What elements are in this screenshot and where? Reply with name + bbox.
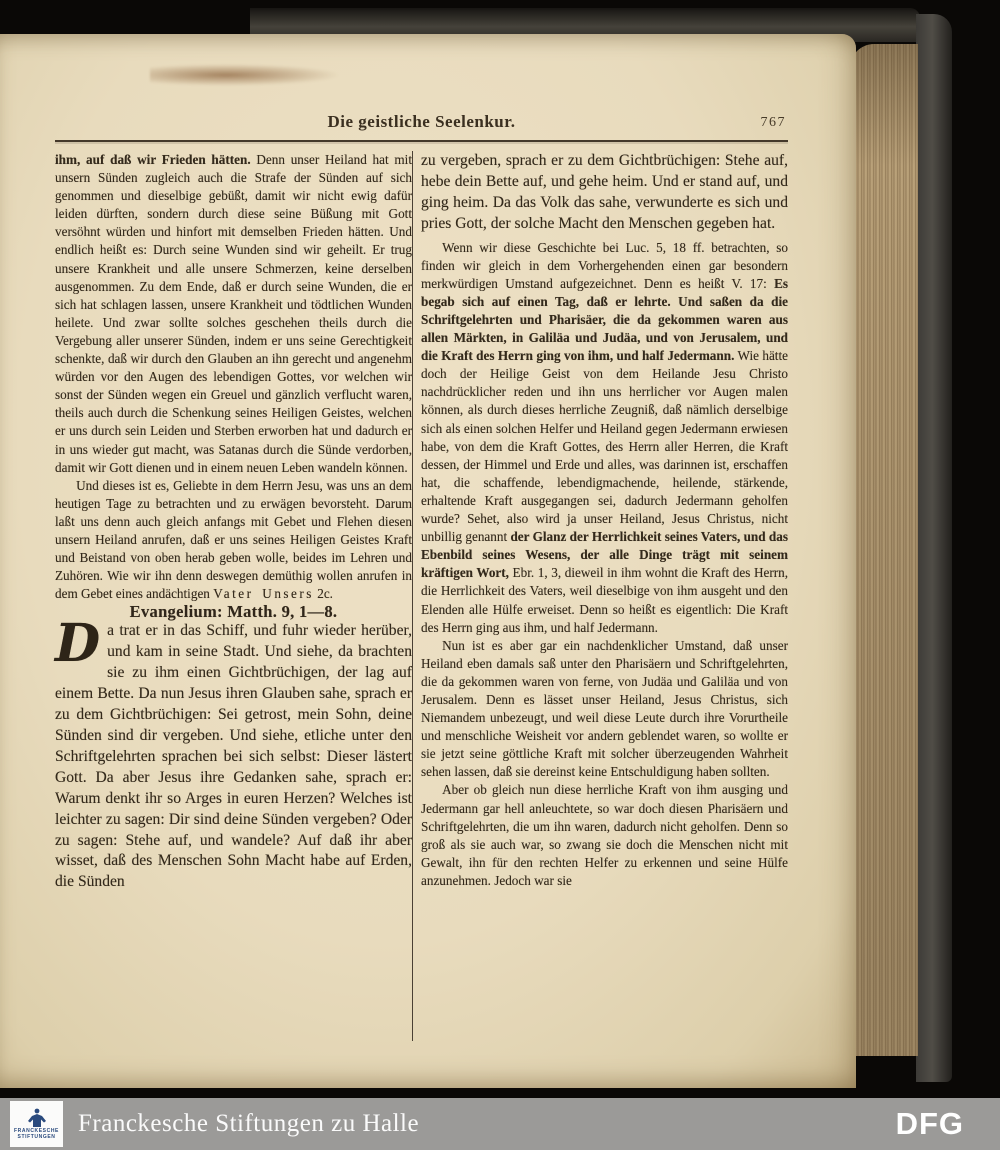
franckesche-stiftungen-logo — [10, 1101, 63, 1147]
bold-quote: der Glanz der Herrlichkeit seines Vaters, und das Ebenbild seines Wesens, der alle Dinge trägt mit seinem kräftigen Wort, — [421, 529, 788, 581]
paragraph-text: Und dieses ist es, Geliebte in dem Herrn Jesu, was uns an dem heutigen Tage zu betrachten und zu erwägen bevorsteht. Darum laßt uns denn auch gleich anfangs mit Gebet und Flehen diesen unsern Heiland anrufen, daß er uns seines Heiligen Geistes Kraft und Beistand von oben herab geben wolle, beides im Lehren und Zuhören. Wie wir ihn denn deswegen demüthig wollen anrufen in dem Gebet eines andächtigen — [55, 477, 412, 602]
right-column — [421, 151, 788, 890]
left-column — [55, 151, 412, 893]
paragraph — [55, 477, 412, 604]
logo-caption-line: STIFTUNGEN — [17, 1133, 56, 1140]
book-page — [0, 34, 856, 1088]
page-stain — [150, 64, 340, 86]
paragraph-text: Wenn wir diese Geschichte bei Luc. 5, 18 ff. betrachten, so finden wir gleich in dem Vorhergehenden einen gar besondern merkwürdigen Umstand aufgezeichnet. Denn es heißt V. 17: — [421, 239, 788, 291]
bold-quote: Es begab sich auf einen Tag, daß er lehrte. Und saßen da die Schriftgelehrten und Pharisäer, die da gekommen waren aus allen Märkten, in Galiläa und Judäa, und von Jerusalem, und die Kraft des Herrn ging von ihm, und half Jedermann. — [421, 275, 788, 364]
header-rule — [55, 140, 788, 142]
institution-label: Franckesche Stiftungen zu Halle — [78, 1110, 420, 1137]
paragraph-text: Denn unser Heiland hat mit unsern Sünden zugleich auch die Strafe der Sünden auf sich genommen und dieselbige gebüßt, damit wir nicht ewig dafür leiden dürften, sondern durch diese seine Büßung mit Gott versöhnt würden und hinfort mit demselben Frieden hätten. Und endlich heißt es: Durch seine Wunden sind wir geheilt. Er trug unsere Krankheit und alle unsere Schmerzen, keine derselben ausgenommen. Zu dem Ende, daß er durch seine Wunden, die er sich hat schlagen lassen, unsere Krankheit und tödtlichen Wunden heilete. Und zwar sollte solches geschehen theils durch die Vergebung aller unserer Sünden, indem er uns seine Gerechtigkeit schenkte, daß wir durch den Glauben an ihn gerecht und angenehm würden vor den Augen des lebendigen Gottes, vor welchen wir sonst der Sünden wegen ein Greuel und gänzlich verflucht waren, theils auch durch die Schenkung seines Heiligen Geistes, welchen er uns durch sein Leiden und Sterben erworben hat und dadurch er in uns wieder gut macht, was Satanas durch die Sünde verdorben, damit wir Gott dienen und in einem neuen Leben wandeln können. — [55, 152, 413, 475]
paragraph-text: 2c. — [313, 586, 333, 602]
bold-lead-text: ihm, auf daß wir Frieden hätten. — [55, 152, 251, 167]
francke-figure-icon — [26, 1108, 48, 1128]
emphasized-text: Vater Unsers — [213, 586, 314, 602]
gospel-heading: Evangelium: Matth. 9, 1—8. — [129, 602, 338, 622]
book-cover-right-edge — [916, 14, 952, 1082]
column-divider — [412, 151, 413, 1041]
paragraph: Aber ob gleich nun diese herrliche Kraft von ihm ausging und Jedermann gar hell anleuchtete, so war doch diesen Pharisäern und Schriftgelehrten, die um ihn waren, dadurch nicht geholfen. Denn so groß als sie auch war, so zwang sie doch die Menschen nicht mit Gewalt, ihn für den rechten Helfer zu erkennen und seine Hülfe anzunehmen. Jedoch war sie — [421, 782, 788, 888]
gospel-text-continuation: zu vergeben, sprach er zu dem Gichtbrüchigen: Stehe auf, hebe dein Bette auf, und gehe heim. Und er stand auf, und ging heim. Da das Volk das sahe, verwunderte es sich und pries Gott, der solche Macht den Menschen gegeben hat. — [421, 152, 788, 232]
paragraph-continuation — [55, 151, 412, 477]
running-header — [55, 112, 788, 138]
logo-caption — [14, 1129, 59, 1140]
page-title: Die geistliche Seelenkur. — [327, 112, 516, 131]
drop-cap-initial: D — [55, 613, 101, 675]
book-page-stack-fore-edge — [850, 44, 918, 1056]
paragraph — [421, 239, 788, 637]
paragraph-text: Wie hätte doch der Heilige Geist von dem Heilande Jesu Christo nachdrücklicher reden und ihn uns herrlicher vor Augen malen können, als durch dieses herrliche Zeugniß, daß nämlich derselbige sich als einen solchen Helfer und Heiland gegen Jedermann erwiesen habe, von dem die Kraft Gottes, des Herrn aller Herren, die Kraft dessen, der Himmel und Erde und alles, was darinnen ist, erschaffen hat, die schaffende, lebendigmachende, heilende, stärkende, erhaltende Kraft ausgegangen sei, dadurch Jedermann geholfen wurde? Sehet, also wird ja unser Heiland, Jesus Christus, nicht unbillig genannt — [421, 348, 788, 545]
gospel-text — [55, 613, 412, 893]
paragraph-text: Ebr. 1, 3, dieweil in ihm wohnt die Kraft des Herrn, die Herrlichkeit des Vaters, weil dieselbige von ihm ausgeht und den Elenden alle Hülfe erweiset. Denn so heißt es eigentlich: Die Kraft des Herrn ging aus ihm, und half Jedermann. — [421, 565, 788, 635]
paragraph: Nun ist es aber gar ein nachdenklicher Umstand, daß unser Heiland eben damals saß unter den Pharisäern und Schriftgelehrten, die da gekommen waren von ferne, von Judäa und Galiläa und von Jerusalem. Denn es lässet unser Heiland, Jesus Christus, sich Niemandem unbezeugt, und weil diese Leute durch ihre Vorurtheile und menschliche Weisheit vor andern geblendet waren, so wollte er sie jetzt seine göttliche Kraft mit solcher überzeugenden Wahrheit sehen lassen, daß sie dereinst keine Entschuldigung haben sollten. — [421, 637, 788, 780]
logo-caption-line: FRANCKESCHE — [14, 1128, 59, 1134]
page-number: 767 — [760, 115, 786, 130]
footer-bar — [0, 1098, 1000, 1150]
gospel-body: a trat er in das Schiff, und fuhr wieder herüber, und kam in seine Stadt. Und siehe, da brachten sie zu ihm einen Gichtbrüchigen, der lag auf einem Bette. Da nun Jesus ihren Glauben sahe, sprach er zu dem Gichtbrüchigen: Sei getrost, mein Sohn, deine Sünden sind dir vergeben. Und siehe, etliche unter den Schriftgelehrten sprachen bei sich selbst: Dieser lästert Gott. Da aber Jesus ihre Gedanken sahe, sprach er: Warum denkt ihr so Arges in euren Herzen? Welches ist leichter zu sagen: Dir sind deine Sünden vergeben? Oder zu sagen: Stehe auf, und wandele? Auf daß ihr aber wisset, daß des Menschen Sohn Macht habe auf Erden, die Sünden — [55, 622, 412, 891]
dfg-logo: DFG — [895, 1106, 964, 1141]
